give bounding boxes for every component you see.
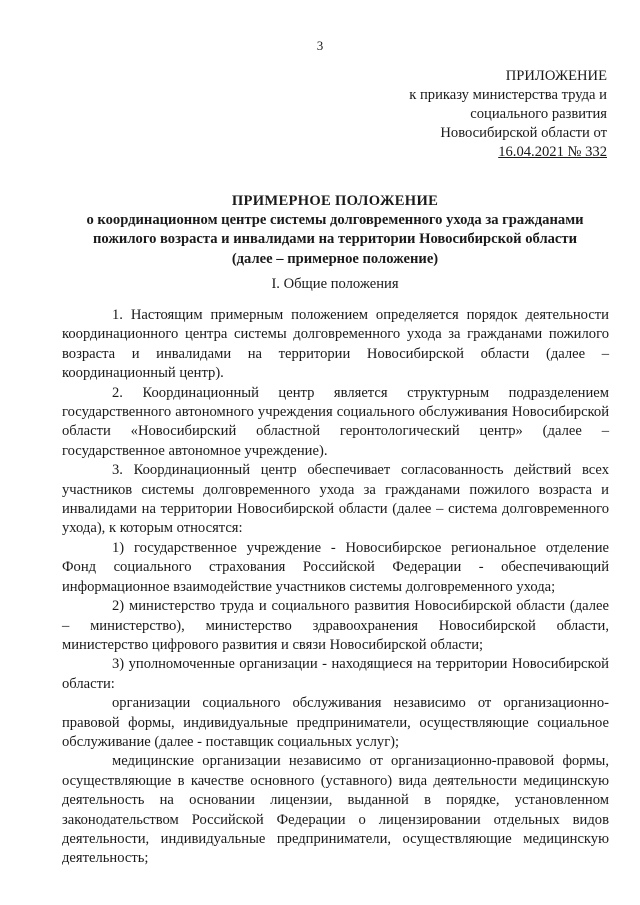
appendix-ministry-line: социального развития — [470, 106, 607, 122]
appendix-label: ПРИЛОЖЕНИЕ — [505, 68, 607, 84]
paragraph: 1) государственное учреждение - Новосибирское региональное отделение Фонд социального страхования Российской Федерации - обеспечивающий информационное взаимодействие участников системы долговременного ухода; — [62, 539, 609, 595]
paragraph: 3) уполномоченные организации - находящиеся на территории Новосибирской области: — [62, 656, 609, 692]
paragraph: организации социального обслуживания независимо от организационно-правовой формы, индивидуальные предприниматели, осуществляющие социальное обслуживание (далее - поставщик социальных услуг); — [62, 695, 609, 750]
appendix-block — [307, 67, 607, 162]
title-subtitle-line-3: (далее – примерное положение) — [231, 250, 439, 267]
paragraph: 2) министерство труда и социального развития Новосибирской области (далее – министерство), министерство здравоохранения Новосибирской области, министерство цифрового развития и связи Новосибирской области; — [62, 598, 609, 653]
appendix-date-number: 16.04.2021 № 332 — [498, 144, 607, 160]
section-heading: I. Общие положения — [271, 276, 399, 292]
paragraph: 3. Координационный центр обеспечивает согласованность действий всех участников системы долговременного ухода за гражданами пожилого возраста и инвалидами на территории Новосибирской области (далее – система долговременного ухода), к которым относятся: — [62, 462, 609, 537]
body-text — [62, 306, 609, 869]
appendix-region-line: Новосибирской области от — [440, 125, 607, 141]
paragraph: 1. Настоящим примерным положением определяется порядок деятельности координационного центра системы долговременного ухода за гражданами пожилого возраста и инвалидами на территории Новосибирской области (далее – координационный центр). — [62, 307, 609, 382]
title-main: ПРИМЕРНОЕ ПОЛОЖЕНИЕ — [231, 193, 439, 209]
document-title — [62, 192, 608, 269]
paragraph: медицинские организации независимо от организационно-правовой формы, осуществляющие в качестве основного (уставного) вида деятельности медицинскую деятельность на основании лицензии, выданной в порядке, установленном законодательством Российской Федерации о лицензировании отдельных видов деятельности, индивидуальные предприниматели, осуществляющие медицинскую деятельность; — [62, 753, 609, 867]
appendix-order-line: к приказу министерства труда и — [409, 87, 607, 103]
title-subtitle-line-1: о координационном центре системы долговременного ухода за гражданами — [86, 212, 584, 229]
page-number: 3 — [316, 38, 324, 53]
title-subtitle-line-2: пожилого возраста и инвалидами на территории Новосибирской области — [93, 231, 577, 248]
paragraph: 2. Координационный центр является структурным подразделением государственного автономного учреждения социального обслуживания Новосибирской области «Новосибирский областной геронтологический центр» (далее – государственное автономное учреждение). — [62, 384, 609, 459]
